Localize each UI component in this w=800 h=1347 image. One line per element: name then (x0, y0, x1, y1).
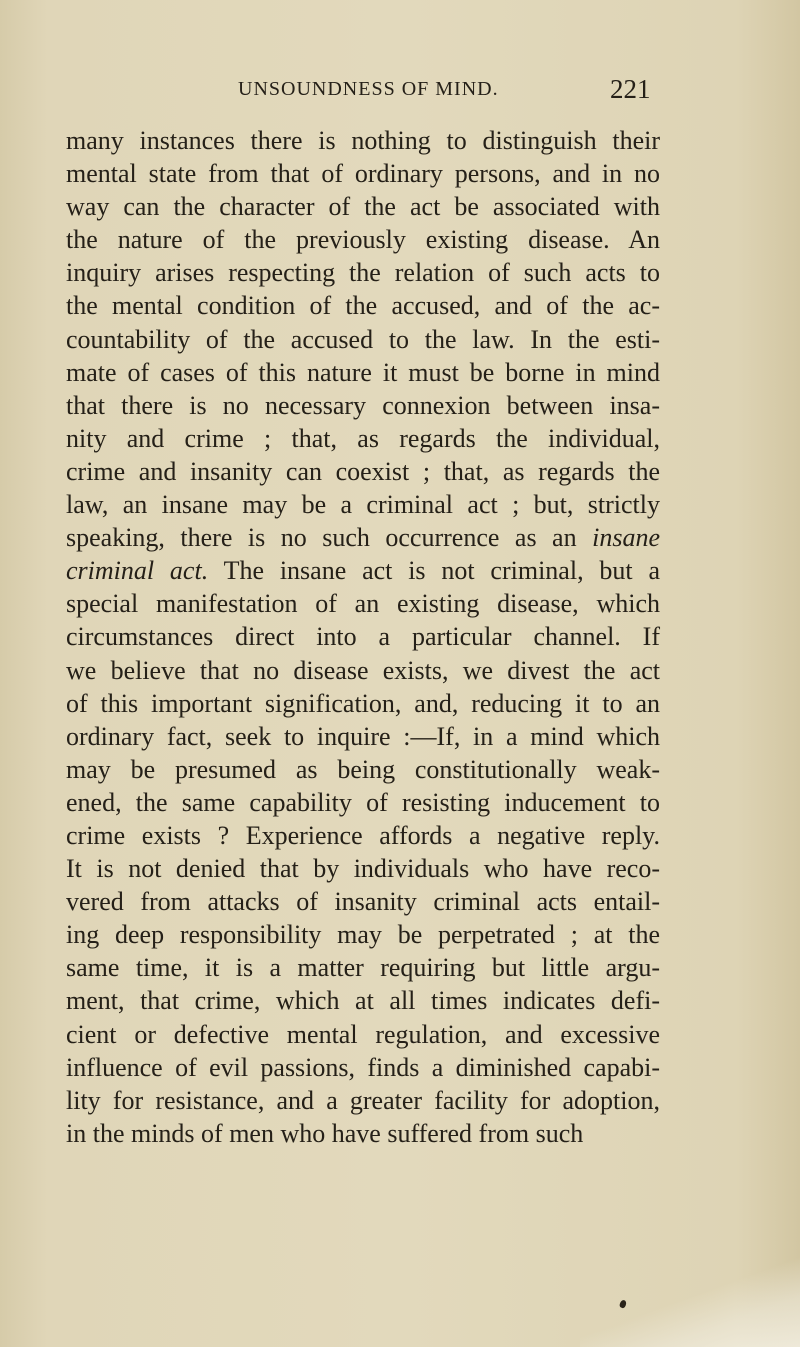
text-line (66, 654, 660, 687)
text-line (66, 852, 660, 885)
text-line (66, 720, 660, 753)
text-line (66, 124, 660, 157)
text-line (66, 753, 660, 786)
page-number: 221 (610, 74, 651, 104)
text-fragment: ordinary fact, seek to inquire :—If, in a mind which (66, 721, 660, 751)
text-fragment: mate of cases of this nature it must be borne in mind (66, 357, 660, 387)
text-fragment: of this important signification, and, reducing it to an (66, 688, 660, 718)
italic-text-fragment: criminal act. (66, 556, 209, 586)
text-line (66, 289, 660, 322)
text-line (66, 157, 660, 190)
text-line (66, 984, 660, 1017)
text-line (66, 1084, 660, 1117)
text-fragment: countability of the accused to the law. In the esti- (66, 324, 660, 354)
text-line (66, 389, 660, 422)
text-fragment: crime and insanity can coexist ; that, as regards the (66, 456, 660, 486)
text-fragment: lity for resistance, and a greater facility for adoption, (66, 1085, 660, 1115)
text-fragment: we believe that no disease exists, we divest the act (66, 655, 660, 685)
text-fragment: crime exists ? Experience affords a negative reply. (66, 820, 660, 850)
text-fragment: in the minds of men who have suffered from such (66, 1118, 584, 1148)
text-line (66, 1117, 660, 1150)
text-line (66, 1018, 660, 1051)
text-fragment: many instances there is nothing to distinguish their (66, 126, 660, 155)
text-fragment: law, an insane may be a criminal act ; but, strictly (66, 490, 660, 520)
text-line (66, 190, 660, 223)
text-line (66, 554, 660, 587)
text-fragment: circumstances direct into a particular channel. If (66, 622, 660, 652)
text-fragment: way can the character of the act be associated with (66, 192, 660, 222)
text-fragment: influence of evil passions, finds a diminished capabi- (66, 1052, 660, 1082)
text-fragment: same time, it is a matter requiring but little argu- (66, 953, 660, 983)
text-line (66, 620, 660, 653)
running-head (0, 74, 800, 108)
text-line (66, 356, 660, 389)
text-line (66, 455, 660, 488)
text-fragment: inquiry arises respecting the relation of such acts to (66, 258, 660, 288)
text-line (66, 786, 660, 819)
text-line (66, 587, 660, 620)
text-line (66, 323, 660, 356)
text-fragment: the nature of the previously existing disease. An (66, 225, 660, 255)
text-line (66, 521, 660, 554)
italic-text-fragment: insane (592, 523, 660, 553)
text-fragment: ened, the same capability of resisting inducement to (66, 787, 660, 817)
text-fragment: nity and crime ; that, as regards the individual, (66, 423, 660, 453)
text-line (66, 256, 660, 289)
text-fragment: cient or defective mental regulation, and excessive (66, 1019, 660, 1049)
text-line (66, 422, 660, 455)
text-fragment: The insane act is not criminal, but a (208, 556, 660, 586)
text-fragment: may be presumed as being constitutionally weak- (66, 754, 660, 784)
text-line (66, 918, 660, 951)
text-line (66, 819, 660, 852)
text-fragment: ing deep responsibility may be perpetrated ; at the (66, 920, 660, 950)
text-fragment: ment, that crime, which at all times indicates defi- (66, 986, 660, 1016)
text-fragment: special manifestation of an existing disease, which (66, 589, 660, 619)
text-fragment: that there is no necessary connexion between insa- (66, 390, 660, 420)
running-title: UNSOUNDNESS OF MIND. (238, 78, 499, 100)
text-fragment: vered from attacks of insanity criminal acts entail- (66, 887, 660, 917)
page-corner-fold (580, 1227, 800, 1347)
text-line (66, 488, 660, 521)
body-text (66, 124, 660, 1150)
text-fragment: the mental condition of the accused, and of the ac- (66, 291, 660, 321)
text-line (66, 687, 660, 720)
text-line (66, 885, 660, 918)
text-line (66, 223, 660, 256)
text-fragment: mental state from that of ordinary persons, and in no (66, 159, 660, 189)
text-fragment: speaking, there is no such occurrence as an (66, 523, 593, 553)
text-line (66, 1051, 660, 1084)
text-fragment: It is not denied that by individuals who have reco- (66, 854, 660, 884)
text-line (66, 951, 660, 984)
